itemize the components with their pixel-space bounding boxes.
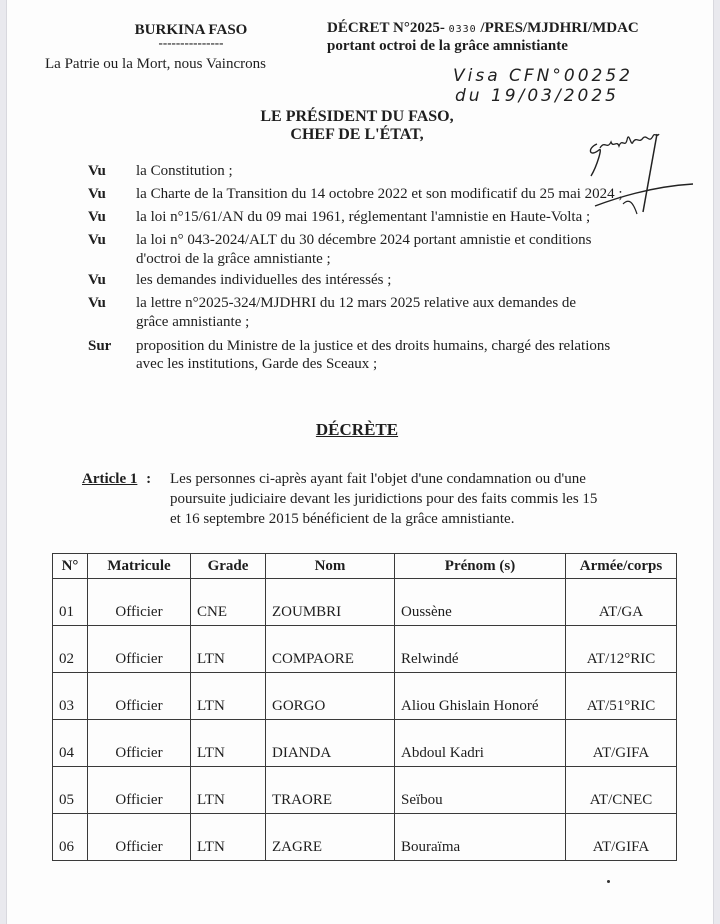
table-row: [53, 626, 677, 673]
article-1-label-group: [82, 471, 151, 488]
national-motto: La Patrie ou la Mort, nous Vaincrons: [45, 56, 266, 72]
cell-prenom: Bouraïma: [395, 814, 566, 861]
preamble-key: Vu: [88, 186, 106, 202]
cell-number: 03: [53, 673, 88, 720]
authority-line-1: LE PRÉSIDENT DU FASO,: [260, 108, 454, 125]
preamble-text: les demandes individuelles des intéressés ;: [136, 272, 392, 288]
cell-armee-corps: AT/GIFA: [566, 814, 677, 861]
decree-suffix: /PRES/MJDHRI/MDAC: [480, 20, 639, 36]
preamble-key: Vu: [88, 163, 106, 179]
header-grade: Grade: [191, 554, 266, 579]
cell-armee-corps: AT/51°RIC: [566, 673, 677, 720]
decree-title: [327, 20, 639, 37]
handwritten-visa-number: Visa CFN°00252: [453, 66, 633, 86]
cell-number: 06: [53, 814, 88, 861]
cell-number: 04: [53, 720, 88, 767]
cell-matricule: Officier: [88, 673, 191, 720]
cell-matricule: Officier: [88, 720, 191, 767]
header-nom: Nom: [266, 554, 395, 579]
table-row: [53, 579, 677, 626]
preamble-text-continued: grâce amnistiante ;: [136, 314, 250, 330]
cell-prenom: Seïbou: [395, 767, 566, 814]
signature-paraph-icon: [567, 118, 697, 218]
preamble-key: Sur: [88, 338, 112, 354]
article-1-text-line-2: poursuite judiciaire devant les juridictions pour des faits commis les 15: [170, 491, 598, 507]
cell-prenom: Relwindé: [395, 626, 566, 673]
header-prenom: Prénom (s): [395, 554, 566, 579]
preamble-text-continued: avec les institutions, Garde des Sceaux ;: [136, 356, 378, 372]
cell-grade: CNE: [191, 579, 266, 626]
cell-armee-corps: AT/GIFA: [566, 720, 677, 767]
preamble-key: Vu: [88, 272, 106, 288]
decree-page: [6, 0, 714, 924]
cell-grade: LTN: [191, 767, 266, 814]
cell-number: 05: [53, 767, 88, 814]
cell-grade: LTN: [191, 814, 266, 861]
decree-prefix: DÉCRET N°2025-: [327, 20, 445, 36]
header-armee-corps: Armée/corps: [566, 554, 677, 579]
cell-prenom: Abdoul Kadri: [395, 720, 566, 767]
cell-matricule: Officier: [88, 579, 191, 626]
beneficiaries-table: [52, 553, 677, 861]
decrees-heading: DÉCRÈTE: [315, 420, 399, 439]
cell-nom: GORGO: [266, 673, 395, 720]
table-row: [53, 814, 677, 861]
preamble-text-continued: d'octroi de la grâce amnistiante ;: [136, 251, 331, 267]
cell-armee-corps: AT/GA: [566, 579, 677, 626]
preamble-text: la loi n° 043-2024/ALT du 30 décembre 2024 portant amnistie et conditions: [136, 232, 592, 248]
cell-prenom: Oussène: [395, 579, 566, 626]
preamble-key: Vu: [88, 209, 106, 225]
decree-number-stamp: 0330: [448, 24, 477, 35]
cell-grade: LTN: [191, 626, 266, 673]
preamble-key: Vu: [88, 295, 106, 311]
article-1-text-line-3: et 16 septembre 2015 bénéficient de la grâce amnistiante.: [170, 511, 515, 527]
cell-nom: ZAGRE: [266, 814, 395, 861]
decree-subtitle: portant octroi de la grâce amnistiante: [327, 38, 568, 54]
cell-matricule: Officier: [88, 814, 191, 861]
cell-nom: COMPAORE: [266, 626, 395, 673]
header-matricule: Matricule: [88, 554, 191, 579]
preamble-text: la lettre n°2025-324/MJDHRI du 12 mars 2025 relative aux demandes de: [136, 295, 577, 311]
cell-matricule: Officier: [88, 767, 191, 814]
country-name: BURKINA FASO: [134, 22, 248, 38]
header-number: N°: [53, 554, 88, 579]
table-row: [53, 767, 677, 814]
handwritten-visa-date: du 19/03/2025: [455, 86, 619, 106]
cell-nom: TRAORE: [266, 767, 395, 814]
cell-armee-corps: AT/12°RIC: [566, 626, 677, 673]
table-row: [53, 720, 677, 767]
cell-number: 01: [53, 579, 88, 626]
preamble-text: proposition du Ministre de la justice et des droits humains, chargé des relations: [136, 338, 611, 354]
cell-matricule: Officier: [88, 626, 191, 673]
preamble-key: Vu: [88, 232, 106, 248]
cell-prenom: Aliou Ghislain Honoré: [395, 673, 566, 720]
header-separator: ---------------: [158, 35, 224, 50]
cell-armee-corps: AT/CNEC: [566, 767, 677, 814]
cell-nom: DIANDA: [266, 720, 395, 767]
table-header-row: [53, 554, 677, 579]
article-1-text-line-1: Les personnes ci-après ayant fait l'objet d'une condamnation ou d'une: [170, 471, 586, 487]
cell-grade: LTN: [191, 720, 266, 767]
cell-grade: LTN: [191, 673, 266, 720]
table-row: [53, 673, 677, 720]
authority-line-2: CHEF DE L'ÉTAT,: [290, 126, 424, 143]
preamble-text: la Charte de la Transition du 14 octobre 2022 et son modificatif du 25 mai 2024 ;: [136, 186, 623, 202]
article-1-colon: :: [146, 471, 152, 487]
article-1-label: Article 1: [82, 471, 138, 487]
cell-nom: ZOUMBRI: [266, 579, 395, 626]
cell-number: 02: [53, 626, 88, 673]
preamble-text: la loi n°15/61/AN du 09 mai 1961, réglementant l'amnistie en Haute-Volta ;: [136, 209, 591, 225]
scan-speck: [607, 880, 610, 883]
preamble-text: la Constitution ;: [136, 163, 233, 179]
